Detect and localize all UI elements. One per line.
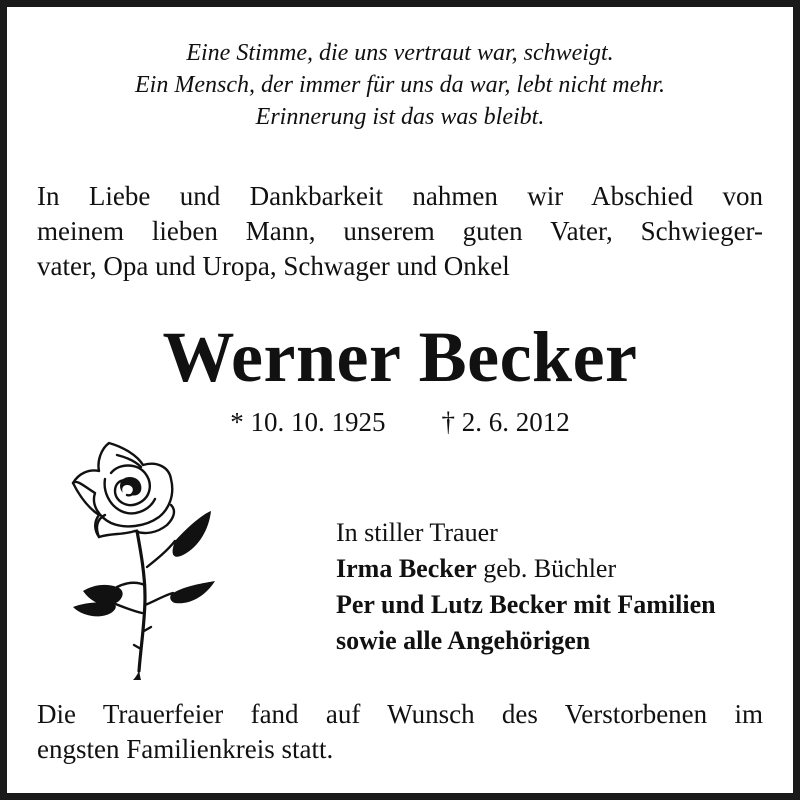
memorial-quote xyxy=(7,37,793,133)
deceased-name: Werner Becker xyxy=(162,317,638,397)
birth-date: * 10. 10. 1925 xyxy=(230,407,386,437)
farewell-line-3: vater, Opa und Uropa, Schwager und Onkel xyxy=(37,251,510,281)
mourner-children: Per und Lutz Becker mit Familien xyxy=(336,590,716,619)
rose-icon xyxy=(65,435,230,680)
funeral-note-line-1: Die Trauerfeier fand auf Wunsch des Verstorbenen im xyxy=(37,699,763,729)
mourning-heading: In stiller Trauer xyxy=(336,518,498,547)
funeral-note-line-2: engsten Familienkreis statt. xyxy=(37,734,334,764)
quote-line-3: Erinnerung ist das was bleibt. xyxy=(255,104,545,130)
funeral-note xyxy=(37,697,763,767)
life-dates xyxy=(7,405,793,439)
mourner-relatives: sowie alle Angehörigen xyxy=(336,626,591,655)
farewell-text xyxy=(37,179,763,284)
quote-line-2: Ein Mensch, der immer für uns da war, lebt nicht mehr. xyxy=(135,72,665,98)
farewell-line-1: In Liebe und Dankbarkeit nahmen wir Abschied von xyxy=(37,181,763,211)
farewell-line-2: meinem lieben Mann, unserem guten Vater, Schwieger- xyxy=(37,216,763,246)
death-date: † 2. 6. 2012 xyxy=(441,407,570,437)
mourners-list xyxy=(336,515,716,659)
mourner-spouse xyxy=(336,551,716,587)
quote-line-1: Eine Stimme, die uns vertraut war, schweigt. xyxy=(186,40,614,66)
spouse-name: Irma Becker xyxy=(336,554,477,583)
spouse-maiden-name: geb. Büchler xyxy=(483,554,617,583)
